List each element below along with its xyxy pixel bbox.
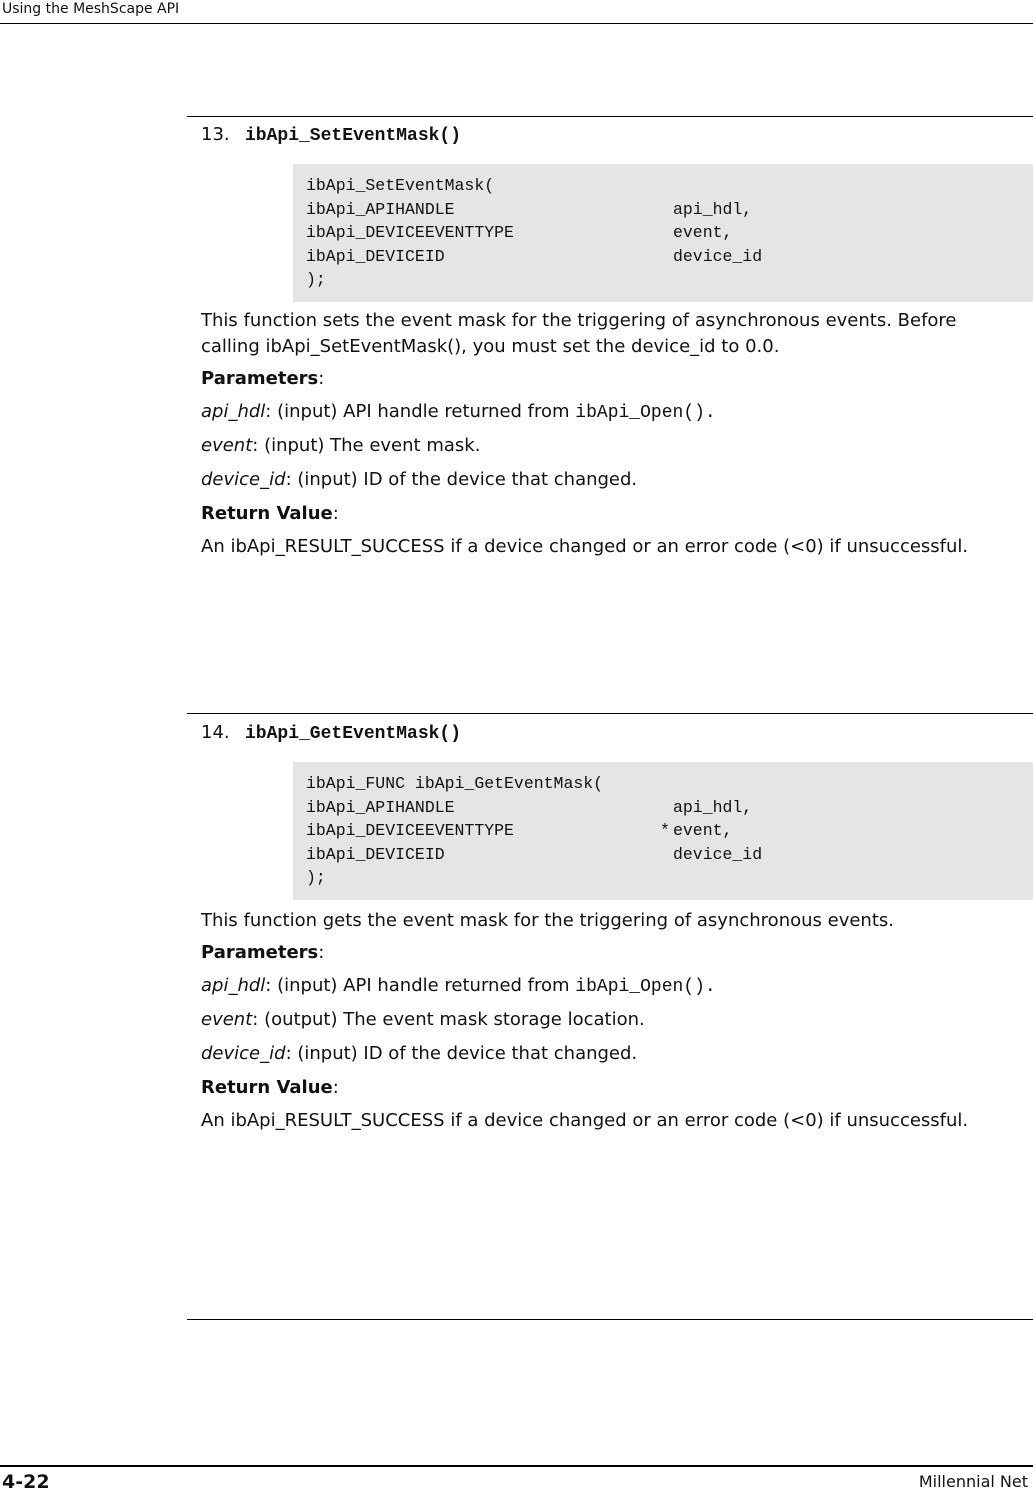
- function-description: This function gets the event mask for the triggering of asynchronous events.: [201, 909, 894, 931]
- code-close: );: [306, 868, 326, 887]
- code-param-row: [306, 198, 1033, 222]
- code-param-row: [306, 819, 1033, 843]
- param-doc: [201, 469, 1033, 492]
- code-close: );: [306, 270, 326, 289]
- param-type: ibApi_DEVICEID: [306, 246, 445, 266]
- param-doc: [201, 1043, 1033, 1066]
- param-type: ibApi_DEVICEEVENTTYPE: [306, 223, 514, 242]
- param-doc-code: ibApi_Open().: [575, 402, 716, 423]
- code-open: ibApi_SetEventMask(: [306, 176, 495, 195]
- parameters-label: Parameters: [201, 367, 319, 389]
- param-doc-text: : (input) API handle returned from: [265, 400, 576, 422]
- param-doc-name: api_hdl: [201, 974, 266, 996]
- param-type: ibApi_DEVICEID: [306, 844, 445, 864]
- param-name: event,: [673, 821, 733, 840]
- param-doc: [201, 975, 1033, 998]
- parameters-heading: Parameters:: [201, 367, 325, 389]
- code-param-row: [306, 796, 1033, 820]
- param-doc: [201, 435, 1033, 458]
- param-doc-name: device_id: [201, 468, 286, 490]
- function-description: This function sets the event mask for the triggering of asynchronous events. Before calling ibApi_SetEventMask(), you must set the device_id to 0.0.: [201, 309, 957, 357]
- function-name: ibApi_GetEventMask(): [245, 724, 462, 744]
- param-doc-text: : (input) ID of the device that changed.: [285, 468, 638, 490]
- function-name: ibApi_SetEventMask(): [245, 126, 462, 146]
- param-name: api_hdl,: [673, 797, 753, 817]
- code-block: [293, 164, 1033, 302]
- parameters-heading: Parameters:: [201, 941, 325, 963]
- code-param-row: [306, 843, 1033, 867]
- return-text: An ibApi_RESULT_SUCCESS if a device changed or an error code (<0) if unsuccessful.: [201, 1109, 969, 1131]
- function-section-14: [201, 722, 1033, 1132]
- param-name: device_id: [673, 246, 763, 266]
- param-doc-name: event: [201, 1008, 253, 1030]
- section-divider: [187, 713, 1033, 714]
- param-doc-text: : (input) The event mask.: [252, 434, 481, 456]
- code-param-row: [306, 245, 1033, 269]
- code-block: [293, 762, 1033, 900]
- company-name: Millennial Net: [918, 1472, 1028, 1491]
- return-label: Return Value: [201, 1076, 333, 1098]
- param-name: device_id: [673, 844, 763, 864]
- param-name: api_hdl,: [673, 199, 753, 219]
- param-doc-name: event: [201, 434, 253, 456]
- param-doc: [201, 1009, 1033, 1032]
- param-doc-text: : (input) ID of the device that changed.: [285, 1042, 638, 1064]
- section-divider: [187, 116, 1033, 117]
- return-text: An ibApi_RESULT_SUCCESS if a device changed or an error code (<0) if unsuccessful.: [201, 535, 969, 557]
- return-heading: Return Value:: [201, 502, 339, 524]
- param-doc-name: api_hdl: [201, 400, 266, 422]
- param-doc-text: : (output) The event mask storage location.: [252, 1008, 645, 1030]
- parameters-label: Parameters: [201, 941, 319, 963]
- param-name: event,: [673, 223, 733, 242]
- code-open: ibApi_FUNC ibApi_GetEventMask(: [306, 774, 604, 793]
- section-divider: [187, 1319, 1033, 1320]
- function-section-13: [201, 124, 1033, 558]
- param-type: ibApi_APIHANDLE: [306, 797, 455, 817]
- param-type: ibApi_DEVICEEVENTTYPE: [306, 821, 514, 840]
- function-heading: [201, 124, 1033, 150]
- function-heading: [201, 722, 1033, 748]
- return-label: Return Value: [201, 502, 333, 524]
- running-header-title: Using the MeshScape API: [2, 1, 180, 17]
- param-doc-text: : (input) API handle returned from: [265, 974, 576, 996]
- page-number: 4-22: [2, 1471, 50, 1493]
- return-heading: Return Value:: [201, 1076, 339, 1098]
- param-doc-code: ibApi_Open().: [575, 976, 716, 997]
- section-number: 13.: [201, 124, 230, 145]
- param-doc-name: device_id: [201, 1042, 286, 1064]
- page-footer: [0, 1465, 1033, 1496]
- param-pointer: *: [660, 821, 670, 840]
- code-param-row: [306, 221, 1033, 245]
- running-header: [0, 0, 1033, 24]
- param-type: ibApi_APIHANDLE: [306, 199, 455, 219]
- section-number: 14.: [201, 722, 230, 743]
- param-doc: [201, 401, 1033, 424]
